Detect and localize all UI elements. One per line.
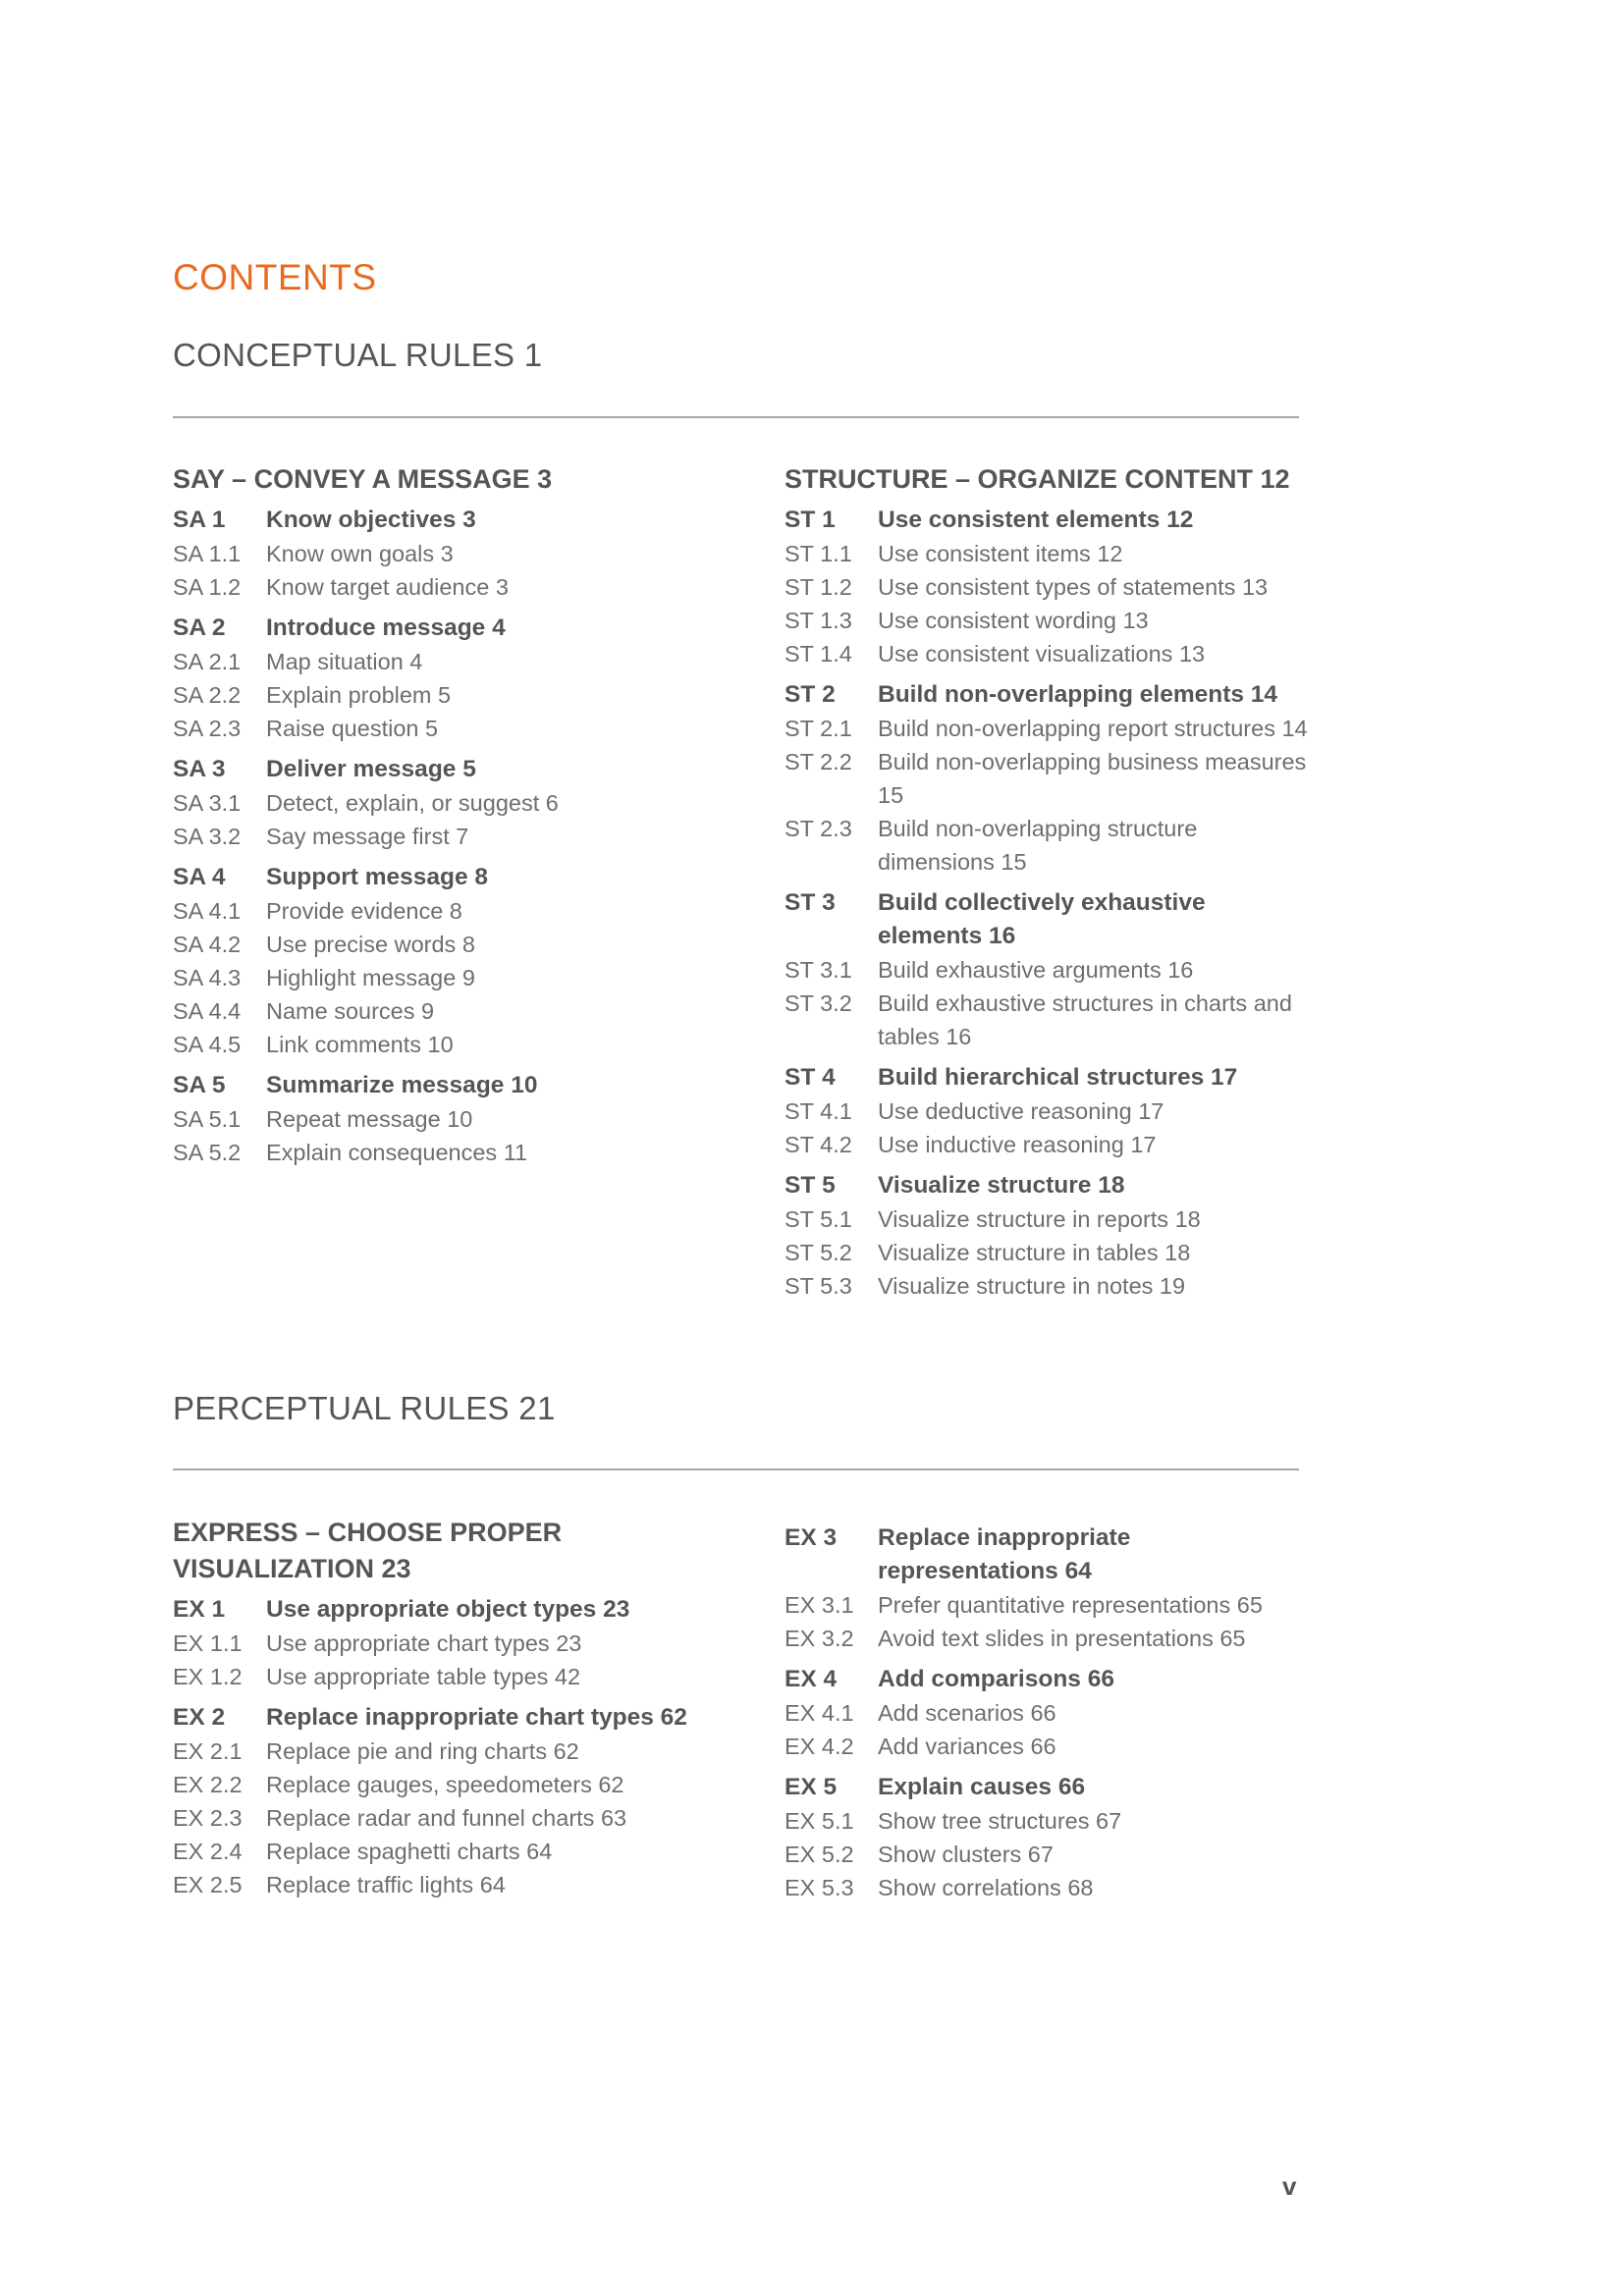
toc-entry-sub[interactable] (173, 712, 703, 745)
toc-entry-sub[interactable] (785, 712, 1315, 745)
toc-entry-sub[interactable] (173, 1660, 723, 1693)
toc-entry-sub[interactable] (173, 1735, 723, 1768)
toc-entry-code: EX 3.1 (785, 1592, 854, 1618)
toc-entry-code: ST 1.1 (785, 541, 852, 566)
toc-entry-sub[interactable] (173, 645, 703, 678)
section-title: STRUCTURE – ORGANIZE CONTENT 12 (785, 464, 1290, 494)
toc-entry-sub[interactable] (173, 894, 703, 928)
toc-entry-code: ST 1.3 (785, 608, 852, 633)
toc-entry-code: SA 4.3 (173, 965, 242, 990)
toc-entry-code: SA 5.1 (173, 1106, 242, 1132)
toc-entry-label: Use appropriate chart types 23 (266, 1630, 582, 1656)
toc-entry-sub[interactable] (785, 1588, 1315, 1622)
toc-entry-sub[interactable] (173, 1768, 723, 1801)
toc-entry-code: SA 4.5 (173, 1032, 242, 1057)
toc-entry-code: ST 1 (785, 507, 836, 533)
toc-entry-label: Use appropriate table types 42 (266, 1664, 581, 1689)
toc-entry-code: EX 2 (173, 1704, 226, 1731)
toc-entry-code: EX 5.3 (785, 1875, 854, 1900)
toc-entry-main[interactable] (785, 678, 1315, 712)
toc-entry-label: Use consistent wording 13 (878, 608, 1149, 633)
toc-entry-sub[interactable] (173, 537, 703, 570)
toc-entry-code: SA 2.3 (173, 716, 242, 741)
toc-entry-code: EX 1 (173, 1596, 226, 1623)
toc-entry-label: Use consistent elements 12 (878, 507, 1194, 533)
toc-entry-label: Know objectives 3 (266, 507, 476, 533)
toc-entry-code: EX 4.1 (785, 1700, 854, 1726)
toc-column-express (173, 1515, 723, 1901)
toc-entry-main[interactable] (785, 1061, 1315, 1095)
toc-entry-code: SA 4.1 (173, 898, 242, 924)
toc-entry-code: EX 4 (785, 1666, 838, 1692)
page-title: CONTENTS (173, 257, 377, 297)
toc-entry-label: Replace pie and ring charts 62 (266, 1738, 579, 1764)
toc-entry-label: Use consistent types of statements 13 (878, 574, 1269, 600)
toc-entry-code: EX 5 (785, 1774, 838, 1800)
toc-entry-label: Replace traffic lights 64 (266, 1872, 506, 1897)
toc-entry-main[interactable] (173, 504, 703, 537)
toc-entry-label: Replace inappropriate chart types 62 (266, 1704, 687, 1731)
toc-entry-label: Replace inappropriate representations 64 (878, 1524, 1131, 1584)
toc-entry-label: Show correlations 68 (878, 1875, 1094, 1900)
toc-entry-label: Add scenarios 66 (878, 1700, 1056, 1726)
section-title: EXPRESS – CHOOSE PROPER VISUALIZATION 23 (173, 1518, 563, 1583)
toc-entry-main[interactable] (173, 861, 703, 894)
toc-entry-label: Deliver message 5 (266, 756, 476, 782)
toc-entry-label: Replace spaghetti charts 64 (266, 1839, 553, 1864)
toc-entry-label: Know own goals 3 (266, 541, 454, 566)
toc-entry-label: Use consistent visualizations 13 (878, 641, 1206, 667)
toc-entry-code: ST 3.2 (785, 990, 852, 1016)
toc-entry-label: Use inductive reasoning 17 (878, 1132, 1157, 1157)
toc-entry-label: Avoid text slides in presentations 65 (878, 1626, 1246, 1651)
toc-entry-code: EX 4.2 (785, 1734, 854, 1759)
toc-entry-sub[interactable] (173, 1102, 703, 1136)
toc-entry-sub[interactable] (785, 1838, 1315, 1871)
toc-entry-code: EX 2.4 (173, 1839, 243, 1864)
toc-entry-label: Map situation 4 (266, 649, 423, 674)
toc-entry-label: Link comments 10 (266, 1032, 454, 1057)
toc-entry-main[interactable] (173, 612, 703, 645)
toc-entry-code: SA 4 (173, 864, 226, 890)
toc-column-structure (785, 461, 1315, 1303)
toc-entry-sub[interactable] (173, 786, 703, 820)
toc-entry-sub[interactable] (785, 537, 1315, 570)
toc-entry-code: EX 2.2 (173, 1772, 243, 1797)
toc-entry-code: SA 1.2 (173, 574, 242, 600)
toc-entry-label: Support message 8 (266, 864, 489, 890)
toc-entry-main[interactable] (785, 504, 1315, 537)
toc-entry-sub[interactable] (785, 1804, 1315, 1838)
toc-entry-code: ST 5.1 (785, 1206, 852, 1232)
toc-entry-sub[interactable] (173, 678, 703, 712)
toc-entry-sub[interactable] (173, 994, 703, 1028)
part-heading-conceptual: CONCEPTUAL RULES 1 (173, 337, 543, 373)
toc-entry-sub[interactable] (173, 820, 703, 853)
toc-entry-code: EX 3.2 (785, 1626, 854, 1651)
toc-entry-label: Repeat message 10 (266, 1106, 473, 1132)
toc-entry-code: ST 5.3 (785, 1273, 852, 1299)
toc-entry-code: SA 3.2 (173, 824, 242, 849)
toc-entry-code: ST 4.1 (785, 1098, 852, 1124)
toc-entry-sub[interactable] (173, 570, 703, 604)
toc-entry-label: Replace radar and funnel charts 63 (266, 1805, 627, 1831)
toc-entry-code: ST 2 (785, 681, 836, 708)
toc-entry-code: EX 3 (785, 1524, 838, 1551)
toc-entry-code: SA 2.1 (173, 649, 242, 674)
toc-entry-code: ST 5 (785, 1172, 836, 1199)
toc-entry-label: Raise question 5 (266, 716, 439, 741)
toc-entry-code: EX 2.3 (173, 1805, 243, 1831)
toc-entry-code: SA 3.1 (173, 790, 242, 816)
toc-entry-label: Use appropriate object types 23 (266, 1596, 630, 1623)
toc-entry-code: ST 2.2 (785, 749, 852, 774)
toc-entry-label: Build non-overlapping business measures 15 (878, 749, 1307, 808)
toc-entry-label: Explain causes 66 (878, 1774, 1086, 1800)
toc-entry-code: SA 4.4 (173, 998, 242, 1024)
toc-entry-sub[interactable] (785, 1730, 1315, 1763)
toc-entry-label: Explain consequences 11 (266, 1140, 528, 1165)
toc-entry-label: Highlight message 9 (266, 965, 475, 990)
toc-entry-label: Visualize structure in reports 18 (878, 1206, 1201, 1232)
toc-entry-label: Add comparisons 66 (878, 1666, 1114, 1692)
toc-entry-sub[interactable] (785, 570, 1315, 604)
toc-entry-sub[interactable] (785, 1095, 1315, 1128)
toc-entry-sub[interactable] (785, 1128, 1315, 1161)
part-heading-perceptual: PERCEPTUAL RULES 21 (173, 1390, 556, 1426)
page-number: v (1282, 2171, 1297, 2201)
toc-entry-code: ST 2.3 (785, 816, 852, 841)
toc-entry-label: Provide evidence 8 (266, 898, 462, 924)
toc-entry-sub[interactable] (785, 987, 1315, 1053)
toc-entry-label: Add variances 66 (878, 1734, 1056, 1759)
toc-entry-sub[interactable] (785, 953, 1315, 987)
toc-entry-code: EX 5.2 (785, 1842, 854, 1867)
toc-entry-sub[interactable] (173, 961, 703, 994)
toc-entry-code: EX 1.2 (173, 1664, 243, 1689)
toc-entry-label: Build non-overlapping structure dimensions 15 (878, 816, 1198, 875)
toc-entry-main[interactable] (173, 1069, 703, 1102)
toc-entry-main[interactable] (785, 1522, 1315, 1588)
toc-entry-label: Use precise words 8 (266, 932, 475, 957)
toc-entry-code: SA 2.2 (173, 682, 242, 708)
toc-entry-label: Replace gauges, speedometers 62 (266, 1772, 624, 1797)
toc-entry-code: SA 4.2 (173, 932, 242, 957)
toc-entry-code: ST 2.1 (785, 716, 852, 741)
toc-entry-code: EX 2.1 (173, 1738, 243, 1764)
toc-entry-code: ST 4.2 (785, 1132, 852, 1157)
toc-entry-sub[interactable] (173, 1028, 703, 1061)
toc-entry-sub[interactable] (173, 928, 703, 961)
section-divider (173, 416, 1299, 418)
toc-entry-label: Introduce message 4 (266, 614, 506, 641)
toc-entry-code: ST 4 (785, 1064, 836, 1091)
toc-entry-label: Visualize structure in notes 19 (878, 1273, 1186, 1299)
toc-entry-label: Name sources 9 (266, 998, 435, 1024)
toc-entry-sub[interactable] (785, 1622, 1315, 1655)
toc-entry-sub[interactable] (173, 1835, 723, 1868)
toc-entry-sub[interactable] (785, 745, 1315, 812)
toc-entry-sub[interactable] (173, 1136, 703, 1169)
toc-entry-code: ST 1.4 (785, 641, 852, 667)
toc-entry-sub[interactable] (785, 1202, 1315, 1236)
toc-entry-label: Build exhaustive structures in charts and tables 16 (878, 990, 1292, 1049)
toc-entry-main[interactable] (173, 1701, 723, 1735)
toc-entry-sub[interactable] (785, 812, 1315, 879)
toc-entry-code: EX 5.1 (785, 1808, 854, 1834)
toc-entry-code: ST 3 (785, 889, 836, 916)
toc-column-express-continued (785, 1522, 1315, 1904)
toc-entry-sub[interactable] (173, 1801, 723, 1835)
toc-entry-sub[interactable] (173, 1868, 723, 1901)
toc-entry-main[interactable] (785, 1771, 1315, 1804)
toc-column-say (173, 461, 703, 1169)
toc-entry-label: Know target audience 3 (266, 574, 509, 600)
toc-entry-sub[interactable] (785, 1236, 1315, 1269)
toc-entry-label: Summarize message 10 (266, 1072, 538, 1098)
toc-entry-sub[interactable] (173, 1627, 723, 1660)
toc-entry-main[interactable] (785, 1663, 1315, 1696)
toc-entry-label: Build exhaustive arguments 16 (878, 957, 1194, 983)
toc-entry-sub[interactable] (785, 1871, 1315, 1904)
toc-entry-label: Use deductive reasoning 17 (878, 1098, 1164, 1124)
toc-entry-sub[interactable] (785, 604, 1315, 637)
toc-entry-label: Detect, explain, or suggest 6 (266, 790, 559, 816)
toc-entry-code: SA 1 (173, 507, 226, 533)
toc-entry-label: Build hierarchical structures 17 (878, 1064, 1238, 1091)
toc-entry-code: EX 2.5 (173, 1872, 243, 1897)
toc-entry-code: SA 1.1 (173, 541, 242, 566)
toc-entry-code: EX 1.1 (173, 1630, 243, 1656)
toc-entry-code: ST 3.1 (785, 957, 852, 983)
toc-entry-code: ST 1.2 (785, 574, 852, 600)
section-divider (173, 1468, 1299, 1470)
toc-entry-label: Build non-overlapping report structures 14 (878, 716, 1308, 741)
toc-entry-sub[interactable] (785, 1269, 1315, 1303)
toc-entry-label: Visualize structure 18 (878, 1172, 1125, 1199)
toc-entry-label: Say message first 7 (266, 824, 469, 849)
toc-entry-code: SA 2 (173, 614, 226, 641)
section-title: SAY – CONVEY A MESSAGE 3 (173, 464, 553, 494)
toc-entry-label: Explain problem 5 (266, 682, 452, 708)
toc-entry-label: Build collectively exhaustive elements 16 (878, 889, 1206, 949)
toc-entry-main[interactable] (173, 1593, 723, 1627)
toc-entry-code: SA 5 (173, 1072, 226, 1098)
toc-entry-label: Use consistent items 12 (878, 541, 1123, 566)
toc-entry-label: Visualize structure in tables 18 (878, 1240, 1191, 1265)
toc-entry-sub[interactable] (785, 1696, 1315, 1730)
toc-entry-main[interactable] (785, 886, 1315, 953)
toc-entry-label: Show clusters 67 (878, 1842, 1054, 1867)
toc-entry-code: SA 5.2 (173, 1140, 242, 1165)
toc-entry-sub[interactable] (785, 637, 1315, 670)
toc-entry-code: ST 5.2 (785, 1240, 852, 1265)
toc-entry-main[interactable] (785, 1169, 1315, 1202)
toc-entry-label: Build non-overlapping elements 14 (878, 681, 1278, 708)
toc-entry-label: Show tree structures 67 (878, 1808, 1122, 1834)
toc-entry-main[interactable] (173, 753, 703, 786)
toc-entry-code: SA 3 (173, 756, 226, 782)
toc-entry-label: Prefer quantitative representations 65 (878, 1592, 1263, 1618)
